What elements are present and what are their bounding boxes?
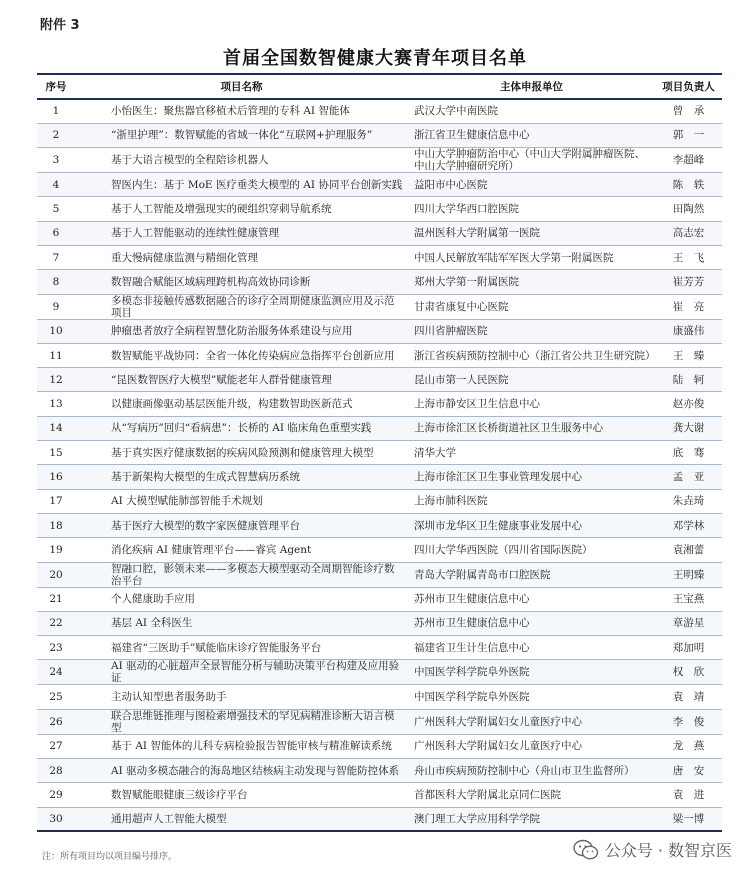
table-row xyxy=(37,734,722,758)
table-row xyxy=(37,636,722,660)
cell-unit: 上海市静安区卫生信息中心 xyxy=(408,392,655,416)
cell-no: 19 xyxy=(37,538,75,562)
table-row xyxy=(37,611,722,635)
cell-owner: 李超峰 xyxy=(655,148,722,173)
cell-no: 14 xyxy=(37,416,75,440)
table-row xyxy=(37,416,722,440)
table-row xyxy=(37,245,722,269)
cell-name: 消化疾病 AI 健康管理平台——睿宾 Agent xyxy=(75,538,408,562)
cell-name: “昆医数智医疗大模型”赋能老年人群骨健康管理 xyxy=(75,368,408,392)
cell-owner: 孟 亚 xyxy=(655,465,722,489)
cell-no: 29 xyxy=(37,783,75,807)
cell-owner: 王明臻 xyxy=(655,562,722,587)
cell-owner: 章游星 xyxy=(655,611,722,635)
cell-owner: 郑加明 xyxy=(655,636,722,660)
cell-unit: 中国人民解放军陆军军医大学第一附属医院 xyxy=(408,245,655,269)
cell-unit: 中国医学科学院阜外医院 xyxy=(408,660,655,685)
cell-no: 3 xyxy=(37,148,75,173)
cell-name: 基于新架构大模型的生成式智慧病历系统 xyxy=(75,465,408,489)
cell-name: 基于真实医疗健康数据的疾病风险预测和健康管理大模型 xyxy=(75,441,408,465)
cell-no: 4 xyxy=(37,173,75,197)
cell-unit: 苏州市卫生健康信息中心 xyxy=(408,611,655,635)
cell-name: 基于医疗大模型的数字家医健康管理平台 xyxy=(75,513,408,537)
column-header-unit: 主体申报单位 xyxy=(408,74,655,99)
table-row xyxy=(37,709,722,734)
cell-name: AI 驱动的心脏超声全景智能分析与辅助决策平台构建及应用验证 xyxy=(75,660,408,685)
cell-unit: 四川大学华西医院（四川省国际医院） xyxy=(408,538,655,562)
cell-owner: 袁湘蕾 xyxy=(655,538,722,562)
cell-name: AI 大模型赋能肺部智能手术规划 xyxy=(75,489,408,513)
attachment-label: 附件 3 xyxy=(40,18,80,33)
cell-owner: 王宝燕 xyxy=(655,587,722,611)
cell-no: 22 xyxy=(37,611,75,635)
cell-name: “浙里护理”：数智赋能的省域一体化“互联网+护理服务” xyxy=(75,123,408,147)
table-row xyxy=(37,685,722,709)
cell-owner: 康盛伟 xyxy=(655,319,722,343)
column-header-owner: 项目负责人 xyxy=(655,74,722,99)
cell-unit: 甘肃省康复中心医院 xyxy=(408,294,655,319)
cell-unit: 舟山市疾病预防控制中心（舟山市卫生监督所） xyxy=(408,759,655,783)
cell-owner: 龚大谢 xyxy=(655,416,722,440)
cell-name: 数智赋能平战协同：全省一体化传染病应急指挥平台创新应用 xyxy=(75,343,408,367)
table-header-row xyxy=(37,74,722,99)
table-row xyxy=(37,368,722,392)
cell-owner: 王 臻 xyxy=(655,343,722,367)
table-row xyxy=(37,759,722,783)
cell-unit: 首都医科大学附属北京同仁医院 xyxy=(408,783,655,807)
cell-unit: 福建省卫生计生信息中心 xyxy=(408,636,655,660)
cell-unit: 青岛大学附属青岛市口腔医院 xyxy=(408,562,655,587)
cell-name: 联合思维链推理与图检索增强技术的罕见病精准诊断大语言模型 xyxy=(75,709,408,734)
cell-unit: 浙江省疾病预防控制中心（浙江省公共卫生研究院） xyxy=(408,343,655,367)
cell-owner: 赵亦俊 xyxy=(655,392,722,416)
cell-unit: 广州医科大学附属妇女儿童医疗中心 xyxy=(408,709,655,734)
cell-unit: 上海市肺科医院 xyxy=(408,489,655,513)
cell-owner: 邓学林 xyxy=(655,513,722,537)
cell-no: 30 xyxy=(37,807,75,831)
cell-name: 基于人工智能及增强现实的硬组织穿刺导航系统 xyxy=(75,197,408,221)
cell-name: 重大慢病健康监测与精细化管理 xyxy=(75,245,408,269)
cell-owner: 梁一博 xyxy=(655,807,722,831)
cell-owner: 权 欣 xyxy=(655,660,722,685)
cell-no: 20 xyxy=(37,562,75,587)
cell-owner: 田陶然 xyxy=(655,197,722,221)
cell-no: 9 xyxy=(37,294,75,319)
cell-no: 8 xyxy=(37,270,75,294)
table-row xyxy=(37,343,722,367)
cell-unit: 清华大学 xyxy=(408,441,655,465)
table-row xyxy=(37,197,722,221)
cell-no: 23 xyxy=(37,636,75,660)
cell-owner: 李 俊 xyxy=(655,709,722,734)
cell-name: 智融口腔，影领未来——多模态大模型驱动全周期智能诊疗数治平台 xyxy=(75,562,408,587)
table-row xyxy=(37,294,722,319)
wechat-icon xyxy=(573,839,599,861)
column-header-name: 项目名称 xyxy=(75,74,408,99)
table-row xyxy=(37,562,722,587)
document-title: 首届全国数智健康大赛青年项目名单 xyxy=(223,48,527,69)
table-row xyxy=(37,173,722,197)
cell-no: 5 xyxy=(37,197,75,221)
cell-no: 16 xyxy=(37,465,75,489)
table-row xyxy=(37,441,722,465)
cell-owner: 袁 靖 xyxy=(655,685,722,709)
cell-owner: 袁 进 xyxy=(655,783,722,807)
table-row xyxy=(37,148,722,173)
cell-name: 基于大语言模型的全程陪诊机器人 xyxy=(75,148,408,173)
cell-name: 基于人工智能驱动的连续性健康管理 xyxy=(75,221,408,245)
cell-owner: 王 飞 xyxy=(655,245,722,269)
cell-unit: 上海市徐汇区卫生事业管理发展中心 xyxy=(408,465,655,489)
cell-name: 从“写病历”回归“看病患”：长桥的 AI 临床角色重塑实践 xyxy=(75,416,408,440)
table-row xyxy=(37,489,722,513)
cell-owner: 曾 承 xyxy=(655,99,722,123)
cell-no: 10 xyxy=(37,319,75,343)
cell-no: 28 xyxy=(37,759,75,783)
cell-name: 数智赋能眼健康三级诊疗平台 xyxy=(75,783,408,807)
cell-name: 数智融合赋能区域病理跨机构高效协同诊断 xyxy=(75,270,408,294)
cell-no: 6 xyxy=(37,221,75,245)
watermark-text: 公众号 · 数智京医 xyxy=(604,841,732,860)
cell-no: 2 xyxy=(37,123,75,147)
cell-no: 15 xyxy=(37,441,75,465)
cell-name: 基于 AI 智能体的儿科专病检验报告智能审核与精准解读系统 xyxy=(75,734,408,758)
cell-name: AI 驱动多模态融合的海岛地区结核病主动发现与智能防控体系 xyxy=(75,759,408,783)
cell-name: 以健康画像驱动基层医能升级，构建数智助医新范式 xyxy=(75,392,408,416)
table-row xyxy=(37,783,722,807)
cell-name: 个人健康助手应用 xyxy=(75,587,408,611)
table-footnote: 注：所有项目均以项目编号排序。 xyxy=(42,852,178,862)
table-row xyxy=(37,587,722,611)
cell-no: 7 xyxy=(37,245,75,269)
cell-name: 福建省“三医助手”赋能临床诊疗智能服务平台 xyxy=(75,636,408,660)
cell-unit: 深圳市龙华区卫生健康事业发展中心 xyxy=(408,513,655,537)
table-row xyxy=(37,99,722,123)
cell-name: 智医内生：基于 MoE 医疗垂类大模型的 AI 协同平台创新实践 xyxy=(75,173,408,197)
table-row xyxy=(37,660,722,685)
cell-no: 25 xyxy=(37,685,75,709)
cell-no: 11 xyxy=(37,343,75,367)
cell-no: 17 xyxy=(37,489,75,513)
cell-owner: 陆 轲 xyxy=(655,368,722,392)
column-header-no: 序号 xyxy=(37,74,75,99)
cell-no: 26 xyxy=(37,709,75,734)
cell-owner: 朱垚琦 xyxy=(655,489,722,513)
cell-unit: 澳门理工大学应用科学学院 xyxy=(408,807,655,831)
cell-name: 肿瘤患者放疗全病程智慧化防治服务体系建设与应用 xyxy=(75,319,408,343)
cell-no: 27 xyxy=(37,734,75,758)
watermark xyxy=(573,838,732,861)
cell-unit: 中国医学科学院阜外医院 xyxy=(408,685,655,709)
cell-unit: 苏州市卫生健康信息中心 xyxy=(408,587,655,611)
table-row xyxy=(37,392,722,416)
table-row xyxy=(37,538,722,562)
cell-unit: 武汉大学中南医院 xyxy=(408,99,655,123)
cell-no: 12 xyxy=(37,368,75,392)
table-row xyxy=(37,123,722,147)
cell-owner: 陈 轶 xyxy=(655,173,722,197)
cell-owner: 龙 燕 xyxy=(655,734,722,758)
cell-unit: 上海市徐汇区长桥街道社区卫生服务中心 xyxy=(408,416,655,440)
cell-name: 主动认知型患者服务助手 xyxy=(75,685,408,709)
cell-name: 基层 AI 全科医生 xyxy=(75,611,408,635)
cell-name: 小怡医生：聚焦器官移植术后管理的专科 AI 智能体 xyxy=(75,99,408,123)
cell-unit: 中山大学肿瘤防治中心（中山大学附属肿瘤医院、中山大学肿瘤研究所） xyxy=(408,148,655,173)
cell-unit: 广州医科大学附属妇女儿童医疗中心 xyxy=(408,734,655,758)
table-row xyxy=(37,807,722,831)
cell-unit: 郑州大学第一附属医院 xyxy=(408,270,655,294)
cell-owner: 崔 亮 xyxy=(655,294,722,319)
cell-owner: 唐 安 xyxy=(655,759,722,783)
cell-name: 多模态非接触传感数据融合的诊疗全周期健康监测应用及示范项目 xyxy=(75,294,408,319)
cell-no: 1 xyxy=(37,99,75,123)
table-row xyxy=(37,221,722,245)
cell-owner: 高志宏 xyxy=(655,221,722,245)
cell-unit: 四川省肿瘤医院 xyxy=(408,319,655,343)
table-row xyxy=(37,270,722,294)
table-row xyxy=(37,513,722,537)
cell-owner: 郭 一 xyxy=(655,123,722,147)
project-table xyxy=(37,73,722,832)
cell-no: 24 xyxy=(37,660,75,685)
cell-unit: 温州医科大学附属第一医院 xyxy=(408,221,655,245)
table-row xyxy=(37,319,722,343)
cell-unit: 昆山市第一人民医院 xyxy=(408,368,655,392)
cell-no: 13 xyxy=(37,392,75,416)
cell-unit: 四川大学华西口腔医院 xyxy=(408,197,655,221)
cell-name: 通用超声人工智能大模型 xyxy=(75,807,408,831)
cell-unit: 益阳市中心医院 xyxy=(408,173,655,197)
table-row xyxy=(37,465,722,489)
cell-unit: 浙江省卫生健康信息中心 xyxy=(408,123,655,147)
cell-owner: 崔芳芳 xyxy=(655,270,722,294)
cell-no: 18 xyxy=(37,513,75,537)
cell-no: 21 xyxy=(37,587,75,611)
cell-owner: 底 骞 xyxy=(655,441,722,465)
